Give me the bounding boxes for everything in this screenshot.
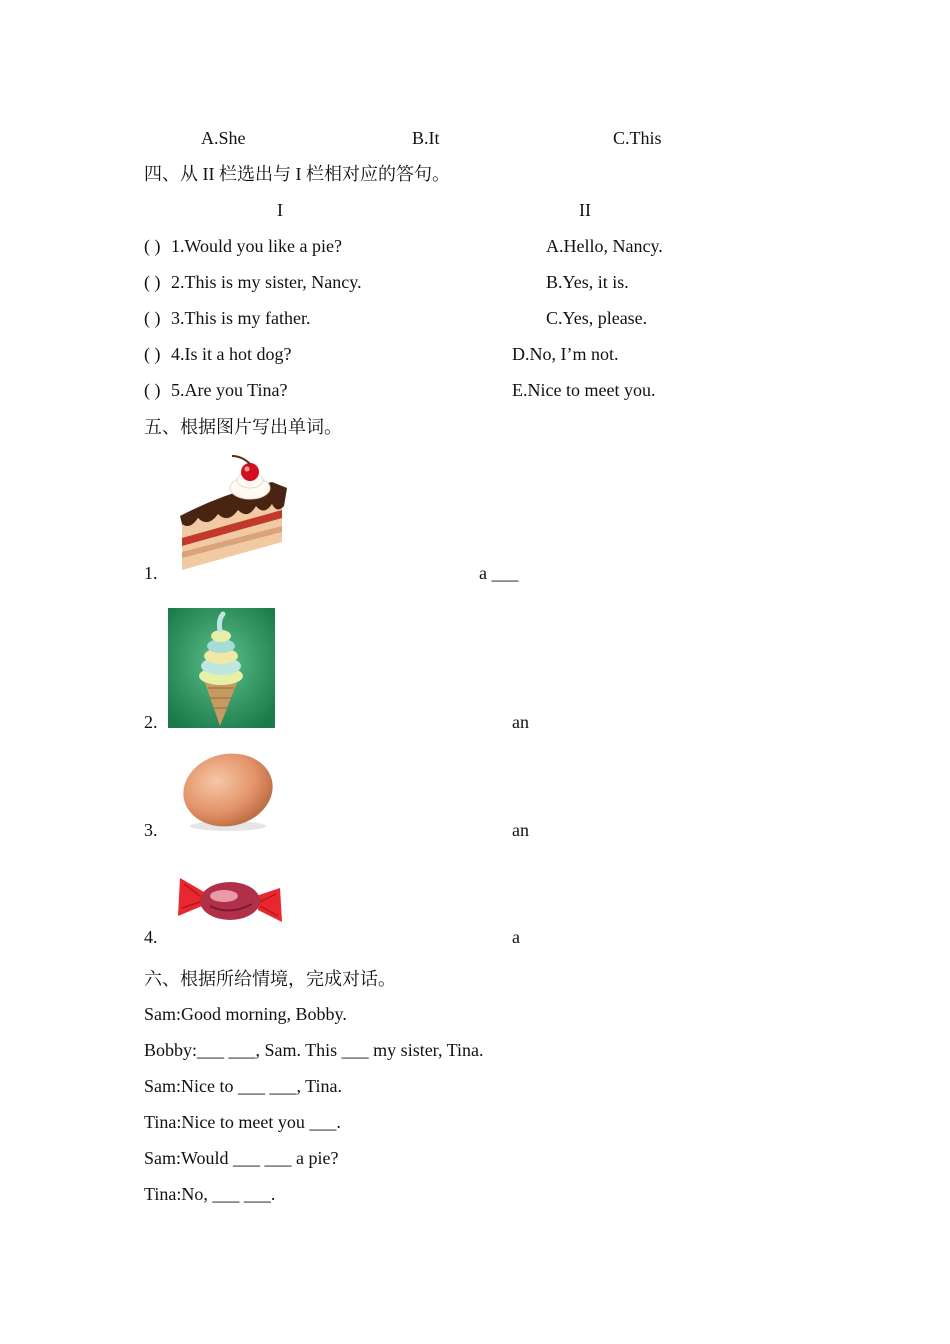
section6-title: 六、根据所给情境，完成对话。 [144,969,396,989]
item-4-article[interactable]: a [512,927,520,947]
item-2-article[interactable]: an [512,712,529,732]
answer-option-d: D.No, I’m not. [512,344,619,364]
egg-image [176,750,280,834]
option-b: B.It [412,128,440,148]
dialogue-line-2: Bobby:___ ___, Sam. This ___ my sister, Tina. [144,1040,484,1060]
section4-title: 四、从 II 栏选出与 I 栏相对应的答句。 [144,164,450,184]
question-2: 2.This is my sister, Nancy. [171,272,362,292]
dialogue-line-5: Sam:Would ___ ___ a pie? [144,1148,339,1168]
answer-blank[interactable]: ( ) [144,380,161,400]
ice-cream-image [168,608,275,728]
question-5: 5.Are you Tina? [171,380,288,400]
answer-option-e: E.Nice to meet you. [512,380,656,400]
candy-image [174,858,286,942]
answer-blank[interactable]: ( ) [144,308,161,328]
answer-blank[interactable]: ( ) [144,236,161,256]
column-ii-header: II [579,200,591,220]
item-3-article[interactable]: an [512,820,529,840]
answer-blank[interactable]: ( ) [144,272,161,292]
dialogue-line-6: Tina:No, ___ ___. [144,1184,276,1204]
answer-option-b: B.Yes, it is. [546,272,629,292]
answer-blank[interactable]: ( ) [144,344,161,364]
dialogue-line-3: Sam:Nice to ___ ___, Tina. [144,1076,343,1096]
item-number-4: 4. [144,927,158,947]
cake-slice-image [172,454,292,579]
section5-title: 五、根据图片写出单词。 [144,417,342,437]
answer-option-c: C.Yes, please. [546,308,648,328]
item-1-article[interactable]: a ___ [479,563,519,583]
item-number-2: 2. [144,712,158,732]
option-a: A.She [201,128,246,148]
answer-option-a: A.Hello, Nancy. [546,236,663,256]
question-4: 4.Is it a hot dog? [171,344,292,364]
item-number-3: 3. [144,820,158,840]
question-3: 3.This is my father. [171,308,311,328]
dialogue-line-1: Sam:Good morning, Bobby. [144,1004,347,1024]
option-c: C.This [613,128,662,148]
dialogue-line-4: Tina:Nice to meet you ___. [144,1112,341,1132]
question-1: 1.Would you like a pie? [171,236,343,256]
item-number-1: 1. [144,563,158,583]
column-i-header: I [277,200,283,220]
